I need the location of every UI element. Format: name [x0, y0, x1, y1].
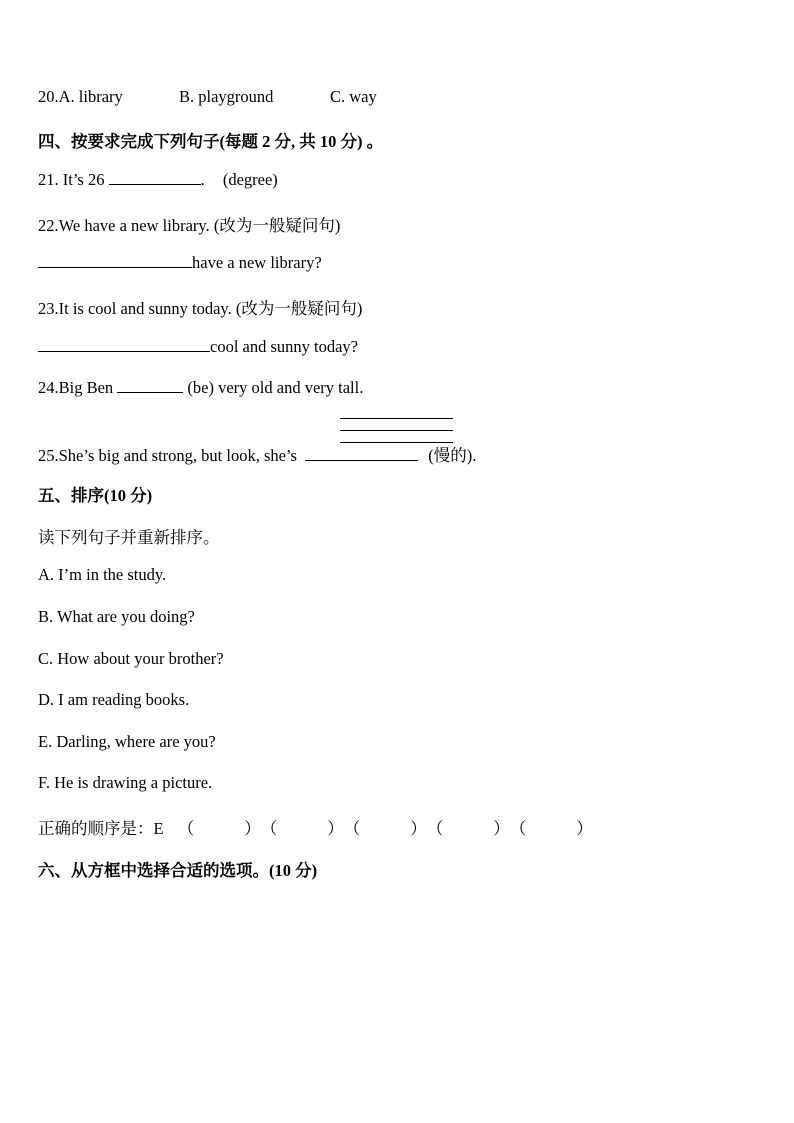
option-c: C. way — [330, 87, 377, 106]
order-slot[interactable]: （ ） — [177, 819, 261, 838]
question-21-period: . — [200, 170, 205, 189]
sentence-f: F. He is drawing a picture. — [38, 773, 213, 792]
order-slot[interactable]: （ ） — [260, 819, 344, 838]
question-21-hint: (degree) — [222, 170, 278, 189]
question-24-hint: (be) very old and very tall. — [187, 378, 364, 397]
question-22-text: 22.We have a new library. (改为一般疑问句) — [38, 216, 341, 235]
order-answer-line — [38, 815, 593, 839]
answer-blank-line — [340, 407, 453, 419]
answer-blank-23[interactable] — [38, 337, 210, 352]
answer-blank-line — [340, 419, 453, 431]
question-25-text: 25.She’s big and strong, but look, she’s — [38, 446, 297, 465]
question-21-text: 21. It’s 26 — [38, 170, 105, 189]
option-b: B. playground — [179, 87, 274, 106]
question-24-text: 24.Big Ben — [38, 378, 114, 397]
question-22-answer-text: have a new library? — [192, 253, 322, 272]
answer-blank-22[interactable] — [38, 253, 192, 268]
question-20 — [38, 87, 123, 107]
order-slot[interactable]: （ ） — [509, 819, 593, 838]
sentence-a: A. I’m in the study. — [38, 565, 167, 584]
answer-blank-25-stack[interactable] — [340, 407, 453, 443]
question-23-answer-line — [38, 337, 358, 357]
answer-blank-25[interactable] — [305, 446, 418, 461]
section-6-title: 六、从方框中选择合适的选项。(10 分) — [38, 861, 318, 880]
answer-blank-21[interactable] — [109, 170, 201, 185]
question-21 — [38, 170, 278, 190]
question-24 — [38, 378, 363, 398]
question-25 — [38, 442, 476, 466]
section-5-instruction: 读下列句子并重新排序。 — [38, 528, 220, 547]
order-slot[interactable]: （ ） — [426, 819, 510, 838]
question-20-number: 20. — [38, 87, 59, 106]
sentence-b: B. What are you doing? — [38, 607, 195, 626]
sentence-e: E. Darling, where are you? — [38, 732, 216, 751]
sentence-c: C. How about your brother? — [38, 649, 224, 668]
sentence-d: D. I am reading books. — [38, 690, 190, 709]
question-25-hint: (慢的). — [428, 446, 477, 465]
question-22-answer-line — [38, 253, 322, 273]
section-4-title: 四、按要求完成下列句子(每题 2 分, 共 10 分) 。 — [38, 132, 384, 151]
question-23-text: 23.It is cool and sunny today. (改为一般疑问句) — [38, 299, 363, 318]
question-23-answer-text: cool and sunny today? — [210, 337, 359, 356]
answer-blank-24[interactable] — [117, 378, 183, 393]
order-label: 正确的顺序是：E — [38, 819, 164, 838]
order-slot[interactable]: （ ） — [343, 819, 427, 838]
option-a: A. library — [58, 87, 123, 106]
section-5-title: 五、排序(10 分) — [38, 486, 153, 505]
